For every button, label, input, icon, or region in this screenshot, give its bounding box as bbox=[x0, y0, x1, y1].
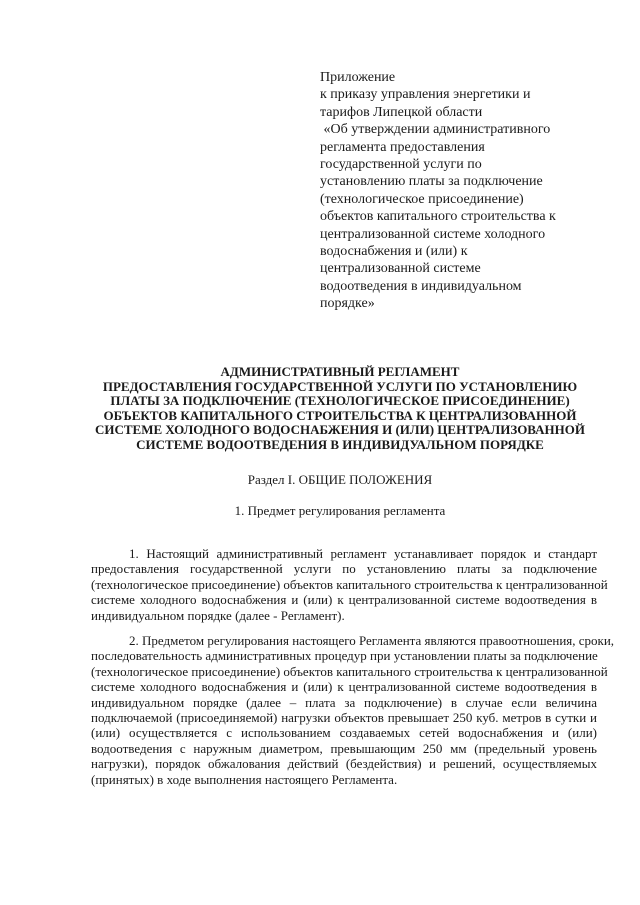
appendix-line: (технологическое присоединение) bbox=[320, 191, 524, 207]
document-title-line: ПЛАТЫ ЗА ПОДКЛЮЧЕНИЕ (ТЕХНОЛОГИЧЕСКОЕ ПРИСОЕДИНЕНИЕ) bbox=[110, 393, 570, 409]
section-title: Раздел I. ОБЩИЕ ПОЛОЖЕНИЯ bbox=[247, 472, 433, 487]
appendix-line: регламента предоставления bbox=[320, 139, 485, 155]
document-title-line: ОБЪЕКТОВ КАПИТАЛЬНОГО СТРОИТЕЛЬСТВА К ЦЕНТРАЛИЗОВАННОЙ bbox=[103, 407, 577, 423]
paragraph-line: подключаемой (присоединяемой) нагрузки объектов превышает 250 куб. метров в сутки и bbox=[91, 710, 597, 726]
paragraph-line: индивидуальном порядке (далее - Регламент). bbox=[91, 607, 345, 623]
paragraph-line: предоставления государственной услуги по установлению платы за подключение bbox=[91, 561, 597, 577]
paragraph-line: 1. Настоящий административный регламент устанавливает порядок и стандарт bbox=[129, 546, 597, 561]
paragraph-line: системе холодного водоснабжения и (или) к централизованной системе водоотведения в bbox=[91, 679, 597, 695]
paragraph-line: (принятых) в ходе выполнения настоящего Регламента. bbox=[91, 771, 398, 787]
paragraph-line: последовательность административных процедур при установлении платы за подключение bbox=[91, 648, 598, 664]
paragraph-line: 2. Предметом регулирования настоящего Регламента являются правоотношения, сроки, bbox=[129, 633, 615, 648]
appendix-line: Приложение bbox=[320, 70, 396, 85]
paragraph-1 bbox=[91, 546, 608, 623]
appendix-line: водоотведения в индивидуальном bbox=[320, 278, 522, 294]
document-title-line: СИСТЕМЕ ХОЛОДНОГО ВОДОСНАБЖЕНИЯ И (ИЛИ) ЦЕНТРАЛИЗОВАННОЙ bbox=[94, 422, 585, 438]
paragraph-2 bbox=[91, 633, 615, 787]
document-title-line: СИСТЕМЕ ВОДООТВЕДЕНИЯ В ИНДИВИДУАЛЬНОМ ПОРЯДКЕ bbox=[136, 436, 544, 452]
paragraph-line: (или) осуществляется с использованием создаваемых сетей водоснабжения и (или) bbox=[91, 725, 597, 741]
subsection-title: 1. Предмет регулирования регламента bbox=[234, 503, 446, 518]
paragraph-line: нагрузки), порядок обжалования действий (бездействия) и решений, осуществляемых bbox=[91, 756, 597, 772]
appendix-line: водоснабжения и (или) к bbox=[320, 244, 468, 260]
appendix-line: к приказу управления энергетики и bbox=[320, 87, 531, 103]
appendix-line: централизованной системе холодного bbox=[320, 226, 546, 242]
appendix-line: «Об утверждении административного bbox=[320, 122, 551, 138]
paragraph-line: (технологическое присоединение) объектов капитального строительства к централизованной bbox=[91, 663, 608, 679]
appendix-line: установлению платы за подключение bbox=[320, 174, 543, 190]
appendix-line: тарифов Липецкой области bbox=[320, 104, 483, 120]
document-title bbox=[70, 365, 610, 453]
paragraph-line: (технологическое присоединение) объектов капитального строительства к централизованной bbox=[91, 576, 608, 592]
document-title-line: ПРЕДОСТАВЛЕНИЯ ГОСУДАРСТВЕННОЙ УСЛУГИ ПО УСТАНОВЛЕНИЮ bbox=[102, 378, 578, 394]
appendix-line: объектов капитального строительства к bbox=[320, 209, 556, 225]
paragraph-line: индивидуальном порядке (далее – плата за подключение) в случае если величина bbox=[91, 694, 597, 710]
paragraph-line: водоотведения с наружным диаметром, превышающим 250 мм (предельный уровень bbox=[91, 740, 597, 756]
paragraph-line: системе холодного водоснабжения и (или) к централизованной системе водоотведения в bbox=[91, 592, 597, 608]
appendix-line: порядке» bbox=[320, 296, 375, 312]
appendix-note bbox=[320, 69, 610, 313]
appendix-line: государственной услуги по bbox=[320, 157, 482, 173]
appendix-line: централизованной системе bbox=[320, 261, 481, 277]
document-title-line: АДМИНИСТРАТИВНЫЙ РЕГЛАМЕНТ bbox=[220, 364, 460, 379]
